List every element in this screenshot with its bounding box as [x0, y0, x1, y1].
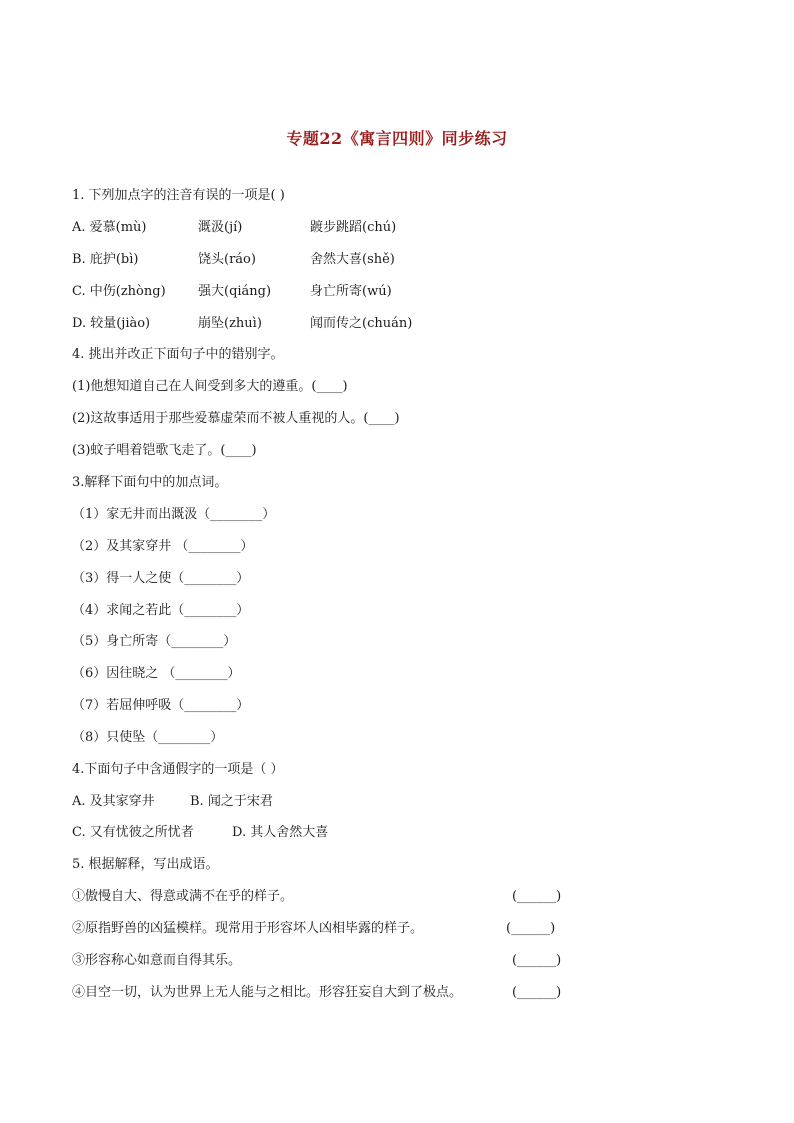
q2-item-3: (3)蚊子唱着铠歌飞走了。(____): [72, 443, 257, 458]
q3-item-7: （7）若屈伸呼吸（________）: [72, 698, 250, 713]
q2-item-2: (2)这故事适用于那些爱慕虚荣而不被人重视的人。(____): [72, 411, 400, 426]
q3-item-4: （4）求闻之若此（________）: [72, 603, 250, 618]
q5-item-1-blank: (______): [512, 889, 562, 904]
q4-stem: 4.下面句子中含通假字的一项是（ ）: [72, 762, 284, 777]
q4-option-c: C. 又有忧彼之所忧者: [72, 825, 194, 840]
q2-stem: 4. 挑出并改正下面句子中的错别字。: [72, 347, 284, 362]
q5-stem: 5. 根据解释，写出成语。: [72, 857, 219, 872]
q4-option-b: B. 闻之于宋君: [190, 794, 273, 809]
q1-option-a-2: 溉汲(jí): [198, 220, 243, 235]
q3-item-6: （6）因往晓之 （________）: [72, 666, 241, 681]
q1-option-c-2: 强大(qiáng): [198, 284, 272, 299]
q5-item-1-text: ①傲慢自大、得意或满不在乎的样子。: [72, 889, 294, 904]
q3-stem: 3.解释下面句中的加点词。: [72, 475, 228, 490]
q5-item-3-text: ③形容称心如意而自得其乐。: [72, 953, 242, 968]
q3-item-5: （5）身亡所寄（________）: [72, 634, 237, 649]
q1-option-b-3: 舍然大喜(shě): [310, 252, 395, 267]
q3-item-3: （3）得一人之使（________）: [72, 571, 250, 586]
q3-item-1: （1）家无井而出溉汲（________）: [72, 507, 276, 522]
q4-option-a: A. 及其家穿井: [72, 794, 155, 809]
q1-option-a-3: 踱步跳蹈(chú): [310, 220, 397, 235]
q3-item-2: （2）及其家穿井 （________）: [72, 539, 254, 554]
q1-option-d-3: 闻而传之(chuán): [310, 316, 413, 331]
q1-option-d-1: D. 较量(jiào): [72, 316, 151, 331]
q5-item-3-blank: (______): [512, 953, 562, 968]
page-title: 专题22《寓言四则》同步练习: [286, 129, 508, 148]
q1-option-d-2: 崩坠(zhuì): [198, 316, 262, 331]
q4-option-d: D. 其人舍然大喜: [232, 825, 329, 840]
q1-option-b-2: 饶头(ráo): [198, 252, 256, 267]
q5-item-4-text: ④目空一切，认为世界上无人能与之相比。形容狂妄自大到了极点。: [72, 985, 463, 1000]
q5-item-2-blank: (______): [506, 921, 556, 936]
q1-option-a-1: A. 爱慕(mù): [72, 220, 147, 235]
q3-item-8: （8）只使坠（________）: [72, 730, 224, 745]
q5-item-2-text: ②原指野兽的凶猛模样。现常用于形容坏人凶相毕露的样子。: [72, 921, 424, 936]
q1-stem: 1. 下列加点字的注音有误的一项是( ): [72, 188, 285, 203]
q1-option-c-3: 身亡所寄(wú): [310, 284, 392, 299]
q5-item-4-blank: (______): [512, 985, 562, 1000]
q1-option-c-1: C. 中伤(zhòng): [72, 284, 166, 299]
q2-item-1: (1)他想知道自己在人间受到多大的遵重。(____): [72, 379, 348, 394]
q1-option-b-1: B. 庇护(bì): [72, 252, 139, 267]
